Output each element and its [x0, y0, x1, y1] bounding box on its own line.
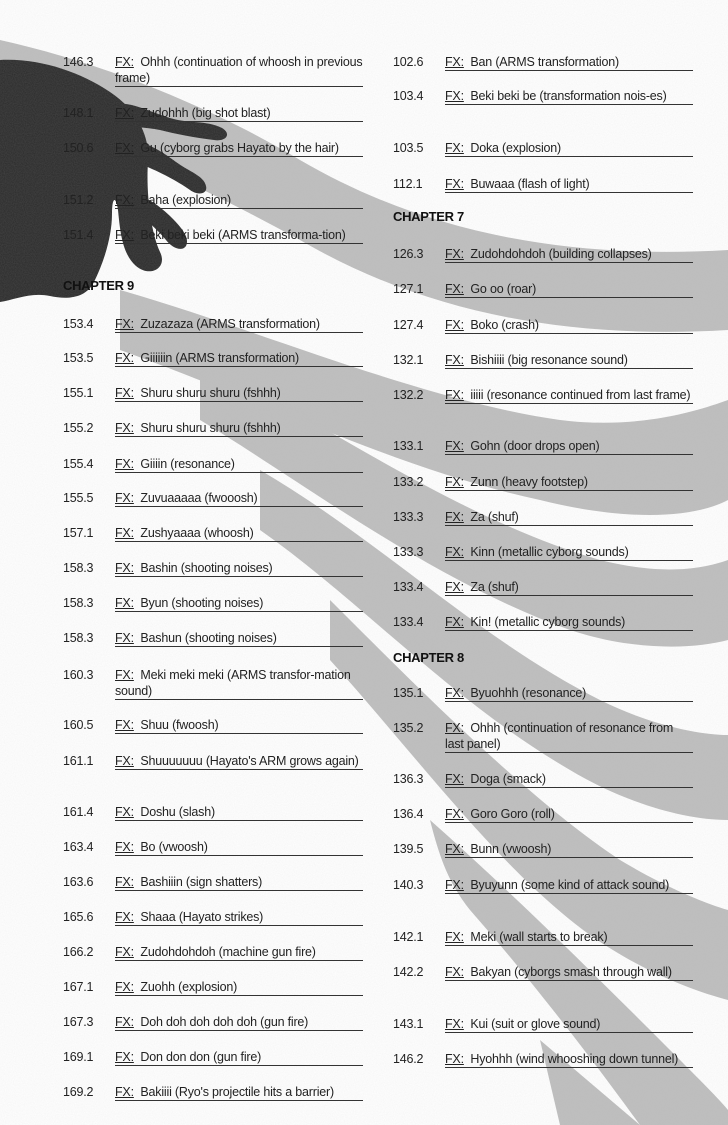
fx-body: [445, 54, 693, 71]
fx-entry: [393, 1016, 693, 1034]
page-panel-number: 103.5: [393, 141, 424, 155]
fx-body: [445, 964, 693, 981]
fx-body: [115, 490, 363, 507]
fx-description: Buwaaa (flash of light): [470, 177, 590, 191]
fx-body: [115, 227, 363, 244]
page-panel-number: 158.3: [63, 561, 94, 575]
fx-description: Gohn (door drops open): [470, 439, 600, 453]
fx-entry: [393, 877, 693, 911]
fx-description: Byun (shooting noises): [140, 596, 264, 610]
fx-body: [115, 909, 363, 926]
fx-body: [115, 717, 363, 734]
fx-body: [115, 1084, 363, 1101]
fx-body: [115, 667, 363, 700]
fx-entry: [393, 88, 693, 122]
fx-body: [115, 595, 363, 612]
fx-label: FX:: [445, 247, 464, 261]
fx-entry: [63, 753, 363, 787]
fx-label: FX:: [445, 580, 464, 594]
fx-entry: [63, 595, 363, 613]
fx-label: FX:: [115, 386, 134, 400]
fx-body: [445, 841, 693, 858]
page-panel-number: 133.1: [393, 439, 424, 453]
fx-entry: [63, 667, 363, 701]
fx-description: Zudohdohdoh (building collapses): [470, 247, 652, 261]
fx-description: Bo (vwoosh): [140, 840, 208, 854]
page-panel-number: 133.3: [393, 545, 424, 559]
page-panel-number: 142.2: [393, 965, 424, 979]
fx-label: FX:: [445, 1052, 464, 1066]
page-panel-number: 160.3: [63, 668, 94, 682]
fx-body: [445, 509, 693, 526]
fx-body: [445, 474, 693, 491]
fx-label: FX:: [445, 930, 464, 944]
chapter-heading: CHAPTER 9: [63, 278, 134, 293]
fx-label: FX:: [115, 668, 134, 682]
fx-description: Kui (suit or glove sound): [470, 1017, 601, 1031]
fx-description: Zunn (heavy footstep): [470, 475, 588, 489]
fx-body: [115, 420, 363, 437]
page-panel-number: 126.3: [393, 247, 424, 261]
fx-body: [445, 544, 693, 561]
fx-description: Bishiiii (big resonance sound): [470, 353, 628, 367]
page-panel-number: 143.1: [393, 1017, 424, 1031]
page-panel-number: 135.1: [393, 686, 424, 700]
page-panel-number: 103.4: [393, 89, 424, 103]
page-panel-number: 157.1: [63, 526, 94, 540]
fx-label: FX:: [115, 526, 134, 540]
fx-description: Bashun (shooting noises): [140, 631, 277, 645]
fx-label: FX:: [115, 945, 134, 959]
fx-entry: [63, 105, 363, 123]
fx-label: FX:: [115, 457, 134, 471]
fx-label: FX:: [445, 141, 464, 155]
fx-entry: [63, 385, 363, 403]
fx-label: FX:: [445, 475, 464, 489]
fx-entry: [393, 438, 693, 456]
fx-description: Meki meki meki (ARMS transfor-mation sound): [115, 668, 351, 698]
fx-body: [445, 1051, 693, 1068]
fx-label: FX:: [115, 875, 134, 889]
fx-entry: [63, 54, 363, 88]
fx-description: Doh doh doh doh doh (gun fire): [140, 1015, 309, 1029]
fx-label: FX:: [115, 910, 134, 924]
fx-description: Gu (cyborg grabs Hayato by the hair): [140, 141, 339, 155]
fx-body: [115, 192, 363, 209]
fx-label: FX:: [115, 805, 134, 819]
page-panel-number: 163.6: [63, 875, 94, 889]
fx-entry: [63, 140, 363, 174]
fx-label: FX:: [445, 177, 464, 191]
fx-body: [115, 456, 363, 473]
fx-label: FX:: [445, 318, 464, 332]
fx-body: [115, 753, 363, 770]
fx-body: [445, 806, 693, 823]
fx-entry: [393, 1051, 693, 1085]
fx-body: [445, 317, 693, 334]
fx-body: [445, 614, 693, 631]
fx-label: FX:: [115, 840, 134, 854]
fx-description: Zudohhh (big shot blast): [140, 106, 271, 120]
fx-body: [115, 385, 363, 402]
fx-description: Giiiin (resonance): [140, 457, 235, 471]
fx-entry: [393, 387, 693, 421]
fx-label: FX:: [115, 596, 134, 610]
fx-body: [445, 877, 693, 894]
fx-body: [445, 685, 693, 702]
fx-label: FX:: [445, 439, 464, 453]
fx-label: FX:: [445, 721, 464, 735]
page-panel-number: 133.4: [393, 580, 424, 594]
page-panel-number: 133.2: [393, 475, 424, 489]
fx-entry: [393, 614, 693, 632]
page-panel-number: 158.3: [63, 631, 94, 645]
fx-label: FX:: [445, 510, 464, 524]
fx-entry: [393, 281, 693, 299]
page-panel-number: 161.4: [63, 805, 94, 819]
fx-description: Zuohh (explosion): [140, 980, 238, 994]
fx-label: FX:: [115, 754, 134, 768]
page-panel-number: 139.5: [393, 842, 424, 856]
fx-body: [115, 560, 363, 577]
fx-label: FX:: [445, 55, 464, 69]
fx-description: Bashin (shooting noises): [140, 561, 273, 575]
fx-body: [445, 246, 693, 263]
page-panel-number: 112.1: [393, 177, 423, 191]
fx-entry: [63, 1084, 363, 1102]
fx-entry: [63, 316, 363, 334]
page-panel-number: 163.4: [63, 840, 94, 854]
fx-label: FX:: [115, 351, 134, 365]
fx-label: FX:: [445, 965, 464, 979]
fx-label: FX:: [115, 718, 134, 732]
fx-description: Giiiiiin (ARMS transformation): [140, 351, 300, 365]
fx-entry: [393, 579, 693, 597]
fx-body: [115, 1049, 363, 1066]
fx-entry: [63, 227, 363, 261]
fx-description: Za (shuf): [470, 510, 519, 524]
fx-description: Ohhh (continuation of whoosh in previous frame): [115, 55, 363, 85]
page-panel-number: 150.6: [63, 141, 94, 155]
fx-entry: [393, 352, 693, 370]
fx-label: FX:: [445, 388, 464, 402]
fx-body: [445, 929, 693, 946]
page-panel-number: 140.3: [393, 878, 424, 892]
fx-description: Ban (ARMS transformation): [470, 55, 619, 69]
fx-description: Byuohhh (resonance): [470, 686, 587, 700]
fx-entry: [63, 490, 363, 508]
fx-entry: [393, 176, 693, 194]
fx-body: [445, 140, 693, 157]
fx-entry: [393, 474, 693, 492]
fx-entry: [63, 456, 363, 474]
fx-label: FX:: [115, 55, 134, 69]
fx-label: FX:: [445, 807, 464, 821]
fx-entry: [63, 804, 363, 822]
page-panel-number: 142.1: [393, 930, 424, 944]
fx-body: [115, 350, 363, 367]
fx-entry: [63, 839, 363, 857]
fx-body: [115, 944, 363, 961]
fx-entry: [393, 140, 693, 158]
fx-body: [445, 281, 693, 298]
page-panel-number: 155.1: [63, 386, 94, 400]
fx-entry: [393, 246, 693, 264]
fx-body: [115, 804, 363, 821]
fx-body: [445, 579, 693, 596]
fx-description: Doga (smack): [470, 772, 546, 786]
page-panel-number: 151.4: [63, 228, 94, 242]
fx-body: [445, 88, 693, 105]
fx-entry: [393, 685, 693, 703]
fx-entry: [393, 317, 693, 335]
page-panel-number: 136.3: [393, 772, 424, 786]
fx-label: FX:: [115, 1085, 134, 1099]
fx-description: Kinn (metallic cyborg sounds): [470, 545, 629, 559]
fx-description: Zuzazaza (ARMS transformation): [140, 317, 320, 331]
fx-description: Za (shuf): [470, 580, 519, 594]
fx-label: FX:: [115, 193, 134, 207]
fx-entry: [393, 509, 693, 527]
page-panel-number: 146.2: [393, 1052, 424, 1066]
fx-label: FX:: [445, 878, 464, 892]
page-panel-number: 127.1: [393, 282, 424, 296]
fx-body: [115, 140, 363, 157]
fx-description: Ohhh (continuation of resonance from last panel): [445, 721, 674, 751]
fx-description: Goro Goro (roll): [470, 807, 555, 821]
fx-label: FX:: [115, 980, 134, 994]
page-panel-number: 135.2: [393, 721, 424, 735]
fx-description: Zuvuaaaaa (fwooosh): [140, 491, 258, 505]
fx-description: Go oo (roar): [470, 282, 537, 296]
page-panel-number: 166.2: [63, 945, 94, 959]
page-panel-number: 151.2: [63, 193, 94, 207]
page-panel-number: 133.4: [393, 615, 424, 629]
fx-description: Shaaa (Hayato strikes): [140, 910, 264, 924]
fx-entry: [63, 630, 363, 648]
fx-body: [115, 54, 363, 87]
fx-label: FX:: [445, 545, 464, 559]
fx-body: [115, 105, 363, 122]
fx-description: Boko (crash): [470, 318, 539, 332]
fx-entry: [63, 979, 363, 997]
fx-label: FX:: [115, 228, 134, 242]
chapter-heading: CHAPTER 7: [393, 209, 464, 224]
fx-description: Baha (explosion): [140, 193, 232, 207]
fx-label: FX:: [115, 631, 134, 645]
fx-label: FX:: [115, 1050, 134, 1064]
page-panel-number: 136.4: [393, 807, 424, 821]
page-panel-number: 169.2: [63, 1085, 94, 1099]
page-panel-number: 158.3: [63, 596, 94, 610]
fx-body: [115, 979, 363, 996]
page-panel-number: 167.3: [63, 1015, 94, 1029]
fx-label: FX:: [445, 89, 464, 103]
fx-body: [115, 839, 363, 856]
page-panel-number: 155.5: [63, 491, 94, 505]
fx-body: [445, 387, 693, 404]
fx-description: iiiii (resonance continued from last frame): [470, 388, 691, 402]
fx-description: Bakyan (cyborgs smash through wall): [470, 965, 672, 979]
fx-entry: [63, 874, 363, 892]
fx-description: Shuu (fwoosh): [140, 718, 219, 732]
fx-body: [115, 1014, 363, 1031]
fx-description: Byuyunn (some kind of attack sound): [470, 878, 670, 892]
chapter-heading: CHAPTER 8: [393, 650, 464, 665]
fx-entry: [63, 717, 363, 735]
page-panel-number: 167.1: [63, 980, 94, 994]
fx-body: [445, 352, 693, 369]
fx-description: Beki beki beki (ARMS transforma-tion): [140, 228, 346, 242]
fx-description: Hyohhh (wind whooshing down tunnel): [470, 1052, 679, 1066]
fx-description: Doka (explosion): [470, 141, 561, 155]
fx-description: Zudohdohdoh (machine gun fire): [140, 945, 316, 959]
fx-description: Bunn (vwoosh): [470, 842, 552, 856]
fx-entry: [63, 1014, 363, 1032]
page-panel-number: 169.1: [63, 1050, 94, 1064]
fx-entry: [63, 1049, 363, 1067]
page-panel-number: 160.5: [63, 718, 94, 732]
fx-label: FX:: [115, 491, 134, 505]
fx-description: Zushyaaaa (whoosh): [140, 526, 254, 540]
fx-entry: [63, 944, 363, 962]
page-panel-number: 161.1: [63, 754, 94, 768]
fx-entry: [393, 544, 693, 562]
fx-label: FX:: [445, 772, 464, 786]
fx-entry: [393, 929, 693, 947]
fx-entry: [393, 806, 693, 824]
fx-label: FX:: [445, 842, 464, 856]
page-panel-number: 155.4: [63, 457, 94, 471]
page-panel-number: 102.6: [393, 55, 424, 69]
fx-description: Doshu (slash): [140, 805, 215, 819]
page-panel-number: 132.1: [393, 353, 424, 367]
page-panel-number: 146.3: [63, 55, 94, 69]
fx-body: [445, 720, 693, 753]
fx-label: FX:: [115, 106, 134, 120]
fx-entry: [63, 420, 363, 438]
fx-label: FX:: [445, 1017, 464, 1031]
fx-description: Bakiiii (Ryo's projectile hits a barrier): [140, 1085, 334, 1099]
fx-entry: [393, 771, 693, 789]
fx-body: [115, 874, 363, 891]
fx-description: Beki beki be (transformation nois-es): [470, 89, 667, 103]
fx-label: FX:: [115, 561, 134, 575]
fx-entry: [393, 54, 693, 72]
fx-body: [445, 1016, 693, 1033]
page-panel-number: 155.2: [63, 421, 94, 435]
fx-entry: [393, 964, 693, 998]
fx-description: Bashiiin (sign shatters): [140, 875, 263, 889]
fx-description: Shuuuuuuu (Hayato's ARM grows again): [140, 754, 359, 768]
page-panel-number: 165.6: [63, 910, 94, 924]
fx-label: FX:: [445, 615, 464, 629]
fx-label: FX:: [115, 1015, 134, 1029]
fx-description: Shuru shuru shuru (fshhh): [140, 386, 281, 400]
fx-body: [445, 438, 693, 455]
page-panel-number: 132.2: [393, 388, 424, 402]
page-panel-number: 148.1: [63, 106, 94, 120]
fx-entry: [393, 720, 693, 754]
fx-entry: [63, 909, 363, 927]
fx-body: [115, 630, 363, 647]
fx-body: [445, 771, 693, 788]
fx-label: FX:: [115, 421, 134, 435]
fx-label: FX:: [445, 282, 464, 296]
fx-body: [115, 525, 363, 542]
fx-entry: [393, 841, 693, 859]
fx-description: Shuru shuru shuru (fshhh): [140, 421, 281, 435]
fx-entry: [63, 350, 363, 368]
fx-description: Kin! (metallic cyborg sounds): [470, 615, 626, 629]
fx-entry: [63, 560, 363, 578]
fx-description: Meki (wall starts to break): [470, 930, 608, 944]
page-panel-number: 133.3: [393, 510, 424, 524]
fx-entry: [63, 192, 363, 210]
fx-body: [445, 176, 693, 193]
fx-label: FX:: [115, 317, 134, 331]
page-panel-number: 153.4: [63, 317, 94, 331]
fx-entry: [63, 525, 363, 543]
fx-label: FX:: [445, 353, 464, 367]
fx-description: Don don don (gun fire): [140, 1050, 262, 1064]
fx-body: [115, 316, 363, 333]
page-panel-number: 153.5: [63, 351, 94, 365]
fx-label: FX:: [115, 141, 134, 155]
fx-label: FX:: [445, 686, 464, 700]
page-panel-number: 127.4: [393, 318, 424, 332]
